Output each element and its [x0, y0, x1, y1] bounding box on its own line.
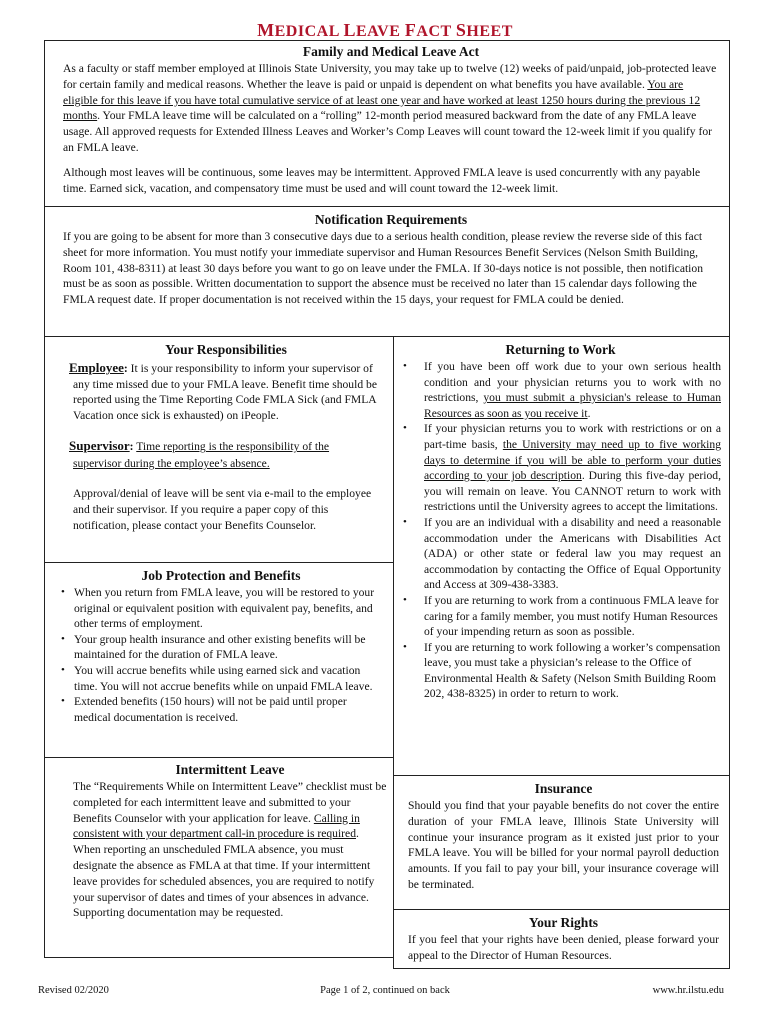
returning-item-text: If your physician returns you to work with restrictions or on a part-time basis, — [424, 422, 721, 451]
insurance-body: Should you find that your payable benefits do not cover the entire duration of your FMLA leave, Illinois State University will continue your insurance program as it existed just prior to your FMLA leave. You will be billed for your normal payroll deduction amounts. If you fail to pay your bill, your insurance coverage will be terminated. — [408, 799, 719, 891]
document-title — [0, 20, 770, 41]
intermittent-body — [73, 779, 387, 921]
intermittent-callin-text: Calling in consistent with your department call-in procedure is required — [73, 811, 360, 841]
fmla-p1-text-end: . Your FMLA leave time will be calculated on a “rolling” 12-month period measured backward from the date of any FMLA leave usage. All approved requests for Extended Illness Leaves and Worker’s Comp Leaves will count toward the 12-week limit if you qualify for an FMLA leave. — [63, 109, 713, 154]
responsibilities-heading: Your Responsibilities — [165, 342, 287, 357]
intermittent-text-end: . When reporting an unscheduled FMLA absence, you must designate the absence as FMLA at that time. If your intermittent leave provides for scheduled absences, you are required to notify your supervisor of dates and times of your absences in advance. Supporting documentation may be requested. — [73, 827, 375, 920]
intermittent-heading: Intermittent Leave — [175, 762, 285, 777]
list-item: • If you are returning to work following a worker’s compensation leave, you must take a physician’s release to the Office of Environmental Health & Safety (Nelson Smith Building Room 202, 438-8325) in order to return to work. — [400, 640, 721, 702]
rights-heading: Your Rights — [528, 915, 599, 930]
fmla-paragraph-2: Although most leaves will be continuous, some leaves may be intermittent. Approved FMLA leave is used concurrently with any payable time. Earned sick, vacation, and compensatory time must be used and will count toward the 12-week limit. — [63, 165, 701, 195]
supervisor-label: Supervisor — [69, 438, 130, 454]
intermittent-text: The “Requirements While on Intermittent Leave” checklist must be completed for each intermittent leave and submitted to your Benefits Counselor with your application for leave. — [73, 780, 387, 825]
footer-page-number: Page 1 of 2, continued on back — [320, 985, 450, 996]
title-initial: L — [343, 20, 356, 40]
list-item: • When you return from FMLA leave, you will be restored to your original or equivalent position with equivalent pay, benefits, and other terms of employment. — [61, 585, 381, 632]
employee-paragraph: Employee: It is your responsibility to inform your supervisor of any time missed due to your FMLA leave. Benefit time should be reported using the Time Reporting Code FMLA Sick (and FMLA Vacation once sick is exhausted) on iPeople. — [69, 360, 377, 422]
footer-revised: Revised 02/2020 — [38, 985, 109, 996]
notification-section — [44, 206, 730, 337]
notification-heading: Notification Requirements — [314, 212, 468, 227]
supervisor-text: Time reporting is the responsibility of the supervisor during the employee’s absence. — [73, 440, 330, 471]
title-initial: M — [257, 20, 275, 40]
employee-label: Employee — [69, 360, 124, 375]
returning-item-text-end: . During this five-day period, you will remain on leave. You CANNOT return to work with restrictions until the University agrees to accept the limitations. — [424, 469, 722, 514]
footer-website: www.hr.ilstu.edu — [652, 985, 724, 996]
fmla-section — [44, 40, 730, 207]
title-rest: HEET — [466, 23, 513, 40]
list-item — [400, 421, 721, 515]
returning-item-text-end: . — [587, 406, 591, 420]
title-rest: EDICAL — [274, 23, 344, 40]
returning-item-underlined: the University may need up to five working days to determine if you will be able to perform your duties according to your job description — [424, 437, 721, 483]
responsibilities-section — [44, 336, 394, 563]
approval-paragraph: Approval/denial of leave will be sent via e-mail to the employee and their supervisor. If you require a paper copy of this notification, please contact your Benefits Counselor. — [73, 487, 372, 532]
fmla-eligibility-text: You are eligible for this leave if you have total cumulative service of at least one year and have worked at least 1250 hours during the previous 12 months — [63, 77, 701, 123]
list-item: • If you are returning to work from a continuous FMLA leave for caring for a family member, you must notify Human Resources of your impending return as soon as possible. — [400, 593, 721, 640]
list-item: • Extended benefits (150 hours) will not be paid until proper medical documentation is received. — [61, 694, 381, 725]
intermittent-section — [44, 757, 394, 958]
list-item: • If you are an individual with a disability and need a reasonable accommodation under the Americans with Disabilities Act (ADA) or other state or federal law you may request an accommodation by contacting the Office of Equal Opportunity and Access at 309-438-3383. — [400, 515, 721, 593]
job-protection-list — [61, 585, 381, 725]
returning-section — [393, 336, 730, 776]
job-protection-section — [44, 562, 394, 758]
fmla-p1-text: As a faculty or staff member employed at Illinois State University, you may take up to twelve (12) weeks of paid/unpaid, job-protected leave for certain family and medical reasons. Whether the leave is paid or unpaid is dependent on what benefits you have available. — [63, 62, 717, 91]
supervisor-paragraph: Supervisor: Time reporting is the responsibility of the supervisor during the employee’s absence. — [69, 438, 330, 471]
title-initial: S — [455, 20, 467, 40]
list-item — [400, 359, 721, 421]
job-protection-heading: Job Protection and Benefits — [141, 568, 301, 583]
insurance-heading: Insurance — [534, 781, 593, 796]
rights-section — [393, 909, 730, 969]
title-rest: ACT — [416, 23, 456, 40]
rights-body: If you feel that your rights have been denied, please forward your appeal to the Director of Human Resources. — [408, 933, 719, 962]
returning-item-underlined: you must submit a physician's release to Human Resources as soon as you receive it — [424, 391, 721, 420]
employee-text: It is your responsibility to inform your supervisor of any time missed due to your FMLA leave. Benefit time should be reported using the Time Reporting Code FMLA Sick (and FMLA Vacation once sick is exhausted) on iPeople. — [73, 362, 377, 422]
title-rest: EAVE — [356, 23, 405, 40]
returning-heading: Returning to Work — [505, 342, 616, 357]
list-item: • You will accrue benefits while using earned sick and vacation time. You will not accrue benefits while on unpaid FMLA leave. — [61, 663, 381, 694]
insurance-section — [393, 775, 730, 910]
returning-item-text: If you have been off work due to your own serious health condition and your physician returns you to work with no restrictions, — [424, 360, 721, 405]
returning-list — [400, 359, 721, 702]
list-item: • Your group health insurance and other existing benefits will be maintained for the duration of FMLA leave. — [61, 632, 381, 663]
fmla-paragraph-1 — [63, 61, 719, 156]
title-initial: F — [404, 20, 417, 40]
notification-body: If you are going to be absent for more than 3 consecutive days due to a serious health condition, please review the reverse side of this fact sheet for more information. You must notify your immediate supervisor and Human Resources Benefit Services (Nelson Smith Building, Room 101, 438-8311) at least 30 days before you want to go on leave under the FMLA. If 30-days notice is not possible, then notification must be as soon as possible. Written documentation to support the absence must be received no later than 15 calendar days following the FMLA request date. If proper documentation is not received within the 15 days, your request for FMLA could be denied. — [63, 230, 703, 307]
fmla-heading: Family and Medical Leave Act — [302, 44, 480, 59]
